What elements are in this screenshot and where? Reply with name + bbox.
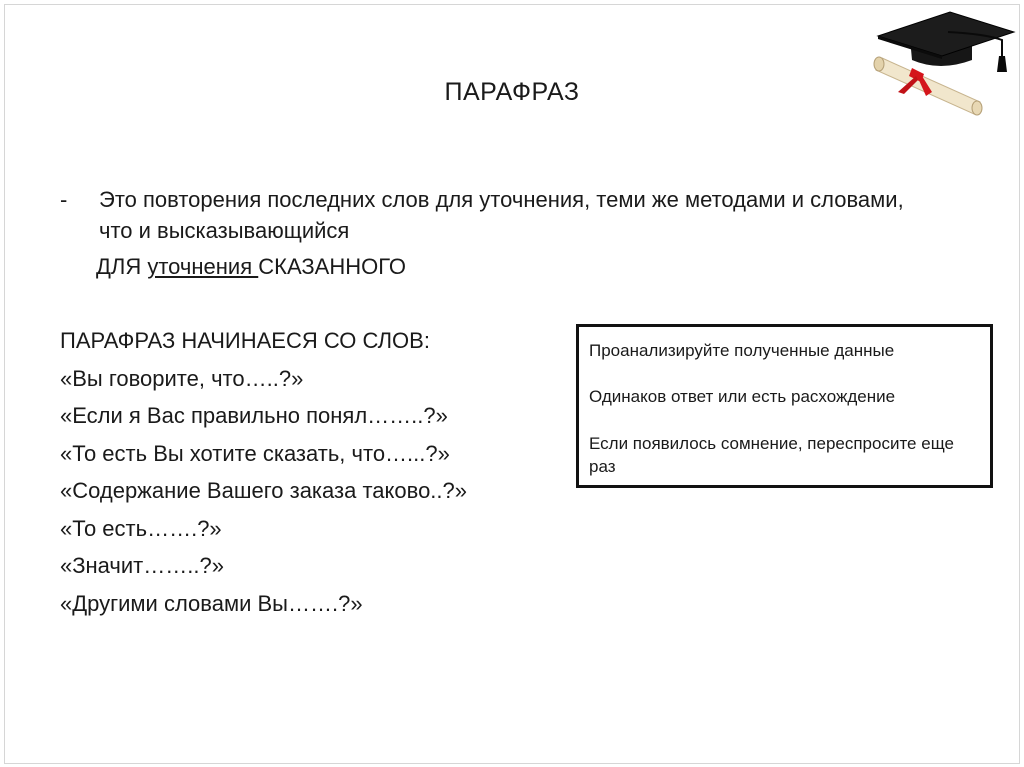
- phrase-item: «То есть Вы хотите сказать, что…...?»: [60, 440, 450, 466]
- phrase-list: [60, 322, 560, 622]
- purpose-prefix: ДЛЯ: [96, 254, 148, 279]
- bullet-dash: -: [60, 187, 68, 212]
- tip-compare: Одинаков ответ или есть расхождение: [589, 387, 896, 406]
- tips-box: [576, 324, 993, 488]
- purpose-underlined: уточнения: [147, 254, 259, 279]
- phrase-item: «Содержание Вашего заказа таково..?»: [60, 478, 467, 503]
- purpose-line: [96, 254, 406, 280]
- phrase-heading: ПАРАФРАЗ НАЧИНАЕСЯ СО СЛОВ:: [60, 328, 430, 353]
- phrase-item: «Вы говорите, что…..?»: [60, 365, 304, 391]
- tip-reask: Если появилось сомнение, переспросите еще раз: [589, 434, 954, 476]
- mortarboard: [878, 12, 1014, 56]
- definition-text: Это повторения последних слов для уточнения, теми же методами и словами, что и высказывающийся: [99, 187, 904, 243]
- definition-bullet: [60, 184, 940, 246]
- graduation-cap-diploma-icon: [868, 10, 1016, 116]
- tip-analyze: Проанализируйте полученные данные: [589, 341, 895, 360]
- purpose-suffix: СКАЗАННОГО: [258, 254, 407, 279]
- phrase-item: «Значит……..?»: [60, 553, 224, 578]
- phrase-item: «Если я Вас правильно понял……..?»: [60, 403, 448, 428]
- phrase-item: «То есть…….?»: [60, 515, 222, 541]
- slide-title: ПАРАФРАЗ: [444, 78, 580, 106]
- phrase-item: «Другими словами Вы…….?»: [60, 590, 363, 616]
